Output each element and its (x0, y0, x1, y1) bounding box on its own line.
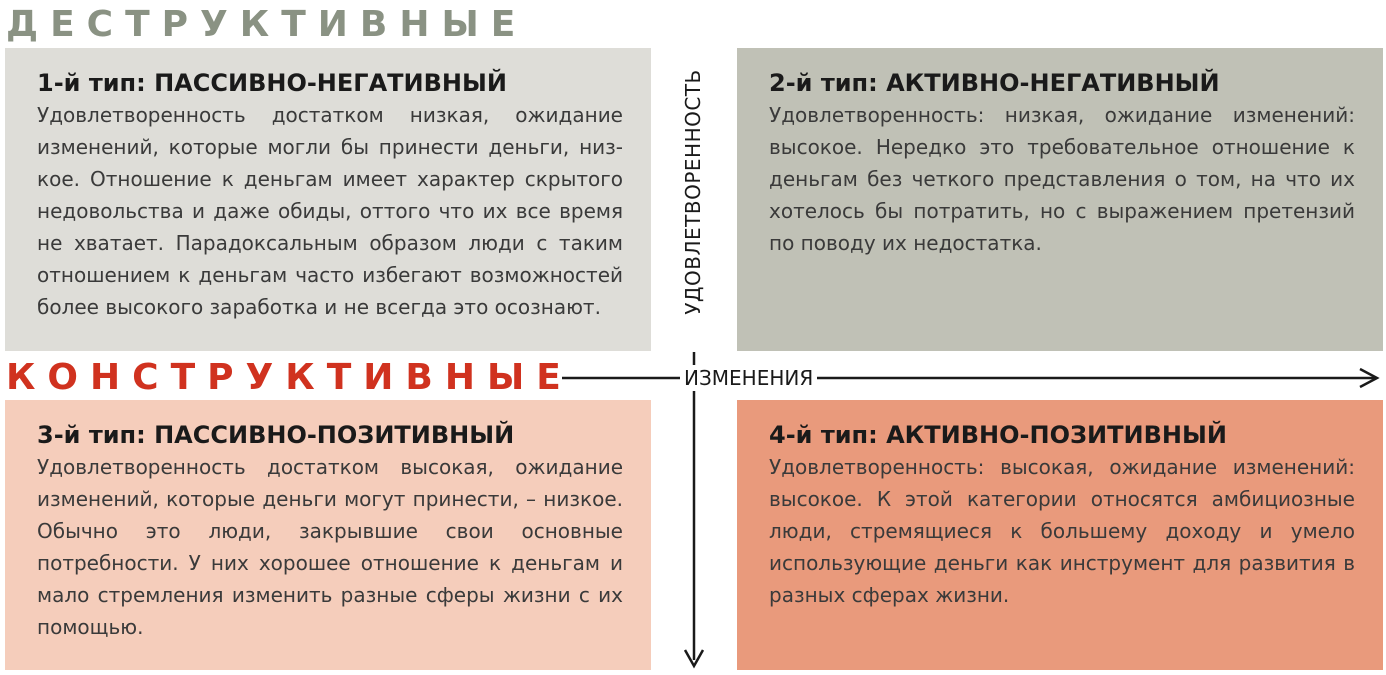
type-3-description: Удовлетворенность достатком высокая, ожидание изменений, которые деньги могут принести, – низкое. Обычно это люди, закрывшие свои основные потребности. У них хорошее отношение к деньгам и мало стремления изменить разные сферы жизни с их помощью. (37, 455, 623, 639)
horizontal-axis-label: ИЗМЕНЕНИЯ (680, 365, 817, 391)
type-1-heading: 1-й тип: ПАССИВНО-НЕГАТИВНЫЙ (37, 69, 507, 97)
vertical-axis-label: УДОВЛЕТВОРЕННОСТЬ (676, 32, 710, 352)
type-4-description: Удовлетворенность: высокая, ожидание изменений: высокое. К этой категории относятся амбициозные люди, стремящиеся к большему доходу и умело использующие деньги как инструмент для развития в разных сферах жизни. (769, 455, 1355, 607)
type-2-description: Удовлетворенность: низкая, ожидание изменений: высокое. Нередко это требовательное отношение к деньгам без четкого представления о том, на что их хотелось бы потратить, но с выражением претензий по поводу их недостатка. (769, 103, 1355, 255)
type-3-heading: 3-й тип: ПАССИВНО-ПОЗИТИВНЫЙ (37, 421, 515, 449)
constructive-group-title: КОНСТРУКТИВНЫЕ (6, 357, 573, 398)
destructive-group-title: ДЕСТРУКТИВНЫЕ (6, 4, 528, 45)
type-1-description: Удовлетворенность достатком низкая, ожидание изменений, которые могли бы принести деньги, низкое. Отношение к деньгам имеет характер скрытого недовольства и даже обиды, оттого что их все время не хватает. Парадоксальным образом люди с таким отношением к деньгам часто избегают возможностей более высокого заработка и не всегда это осознают. (37, 103, 623, 319)
type-4-heading: 4-й тип: АКТИВНО-ПОЗИТИВНЫЙ (769, 421, 1227, 449)
type-2-heading: 2-й тип: АКТИВНО-НЕГАТИВНЫЙ (769, 69, 1220, 97)
